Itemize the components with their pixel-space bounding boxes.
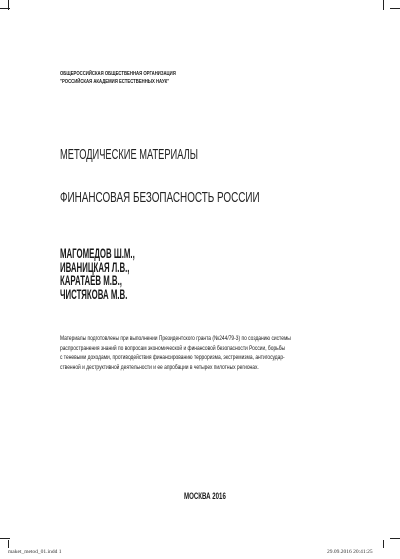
description-line-3: с теневыми доходами, противодействия финансированию терроризма, экстремизма, антигосудар- <box>60 354 285 362</box>
description-paragraph <box>60 334 386 372</box>
description-line-4: ственной и деструктивной деятельности и ее апробации в четырех пилотных регионах. <box>60 363 259 371</box>
city-year: МОСКВА 2016 <box>184 491 226 501</box>
crop-mark-top-left-horizontal <box>0 8 10 9</box>
organization-block <box>60 70 176 86</box>
crop-mark-bottom-left-horizontal <box>0 538 10 539</box>
description-line-1: Материалы подготовлены при выполнении Президентского гранта (№244/79-3) по созданию системы <box>60 335 291 342</box>
print-slug-datetime: 29.09.2016 20:41:25 <box>327 549 373 555</box>
crop-mark-bottom-left-vertical <box>8 540 9 548</box>
document-title: ФИНАНСОВАЯ БЕЗОПАСНОСТЬ РОССИИ <box>60 189 260 206</box>
author-3: КАРАТАЕВ М.В., <box>60 273 122 289</box>
author-4: ЧИСТЯКОВА М.В. <box>60 286 128 302</box>
print-slug-file: maket_metod_01.indd 1 <box>8 549 62 555</box>
organization-line-1: ОБЩЕРОССИЙСКАЯ ОБЩЕСТВЕННАЯ ОРГАНИЗАЦИЯ <box>60 71 176 77</box>
crop-mark-bottom-right-vertical <box>383 540 384 548</box>
series-title: МЕТОДИЧЕСКИЕ МАТЕРИАЛЫ <box>60 146 198 163</box>
description-line-2: распространения знаний по вопросам экономической и финансовой безопасности России, борьбы <box>60 344 286 352</box>
author-2: ИВАНИЦКАЯ Л.В., <box>60 259 130 275</box>
author-1: МАГОМЕДОВ Ш.М., <box>60 246 135 261</box>
organization-line-2: "РОССИЙСКАЯ АКАДЕМИЯ ЕСТЕСТВЕННЫХ НАУК" <box>60 79 170 85</box>
crop-mark-top-right-vertical <box>383 0 384 10</box>
crop-mark-bottom-right-horizontal <box>390 538 400 539</box>
crop-mark-top-right-horizontal <box>390 8 400 9</box>
authors-list <box>60 247 135 301</box>
